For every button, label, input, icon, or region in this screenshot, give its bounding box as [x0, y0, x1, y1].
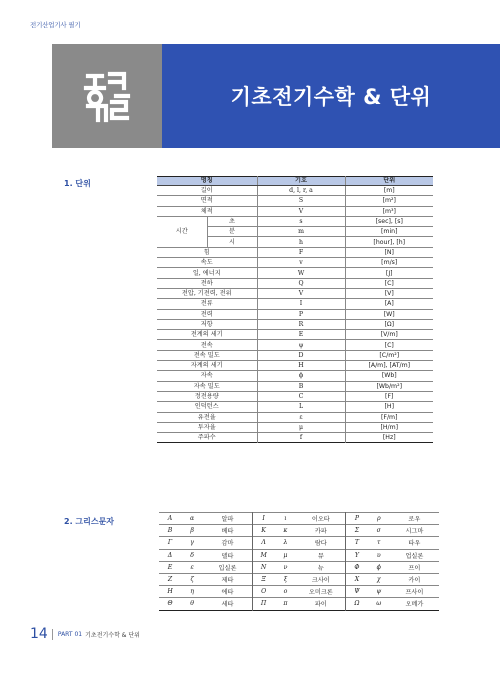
greek-uppercase: P [346, 513, 368, 525]
unit-value: [A/m], [AT/m] [345, 361, 433, 371]
book-label: 전기산업기사 필기 [30, 21, 81, 29]
page-number: 14 [30, 626, 48, 642]
unit-symbol: f [257, 433, 345, 443]
greek-lowercase: η [181, 586, 203, 598]
greek-lowercase: κ [274, 525, 296, 537]
unit-name: 체적 [157, 206, 257, 216]
unit-value: [V/m] [345, 330, 433, 340]
unit-value: [sec], [s] [345, 216, 433, 226]
unit-symbol: S [257, 196, 345, 206]
greek-uppercase: I [252, 513, 274, 525]
greek-uppercase: Φ [346, 561, 368, 573]
greek-uppercase: Γ [159, 537, 181, 549]
greek-uppercase: Δ [159, 549, 181, 561]
unit-value: [C/m²] [345, 350, 433, 360]
unit-value: [A] [345, 299, 433, 309]
greek-uppercase: B [159, 525, 181, 537]
units-table [157, 176, 433, 443]
greek-uppercase: Ψ [346, 586, 368, 598]
greek-lowercase: σ [368, 525, 390, 537]
greek-row [159, 549, 439, 561]
banner-title-area [162, 44, 500, 148]
part-title: 기초전기수학 & 단위 [85, 631, 140, 639]
part-label: PART 01 [57, 630, 83, 638]
greek-uppercase: Π [252, 598, 274, 610]
greek-name: 파이 [296, 598, 345, 610]
unit-value: [F] [345, 391, 433, 401]
greek-lowercase: β [181, 525, 203, 537]
section-title-greek: 2. 그리스문자 [64, 517, 115, 526]
unit-name: 정전용량 [157, 391, 257, 401]
table-row [157, 330, 433, 340]
unit-symbol: W [257, 268, 345, 278]
footer-divider [52, 629, 53, 640]
unit-name: 전속 [157, 340, 257, 350]
page-footer [30, 626, 140, 642]
greek-uppercase: Ω [346, 598, 368, 610]
greek-row [159, 513, 439, 525]
unit-value: [m³] [345, 206, 433, 216]
unit-name: 초 [207, 216, 257, 226]
unit-value: [m²] [345, 196, 433, 206]
greek-name: 감마 [203, 537, 252, 549]
greek-uppercase: E [159, 561, 181, 573]
unit-name: 전하 [157, 278, 257, 288]
greek-name: 베타 [203, 525, 252, 537]
greek-lowercase: ρ [368, 513, 390, 525]
greek-uppercase: Λ [252, 537, 274, 549]
table-row [157, 216, 433, 226]
table-row [157, 340, 433, 350]
unit-symbol: I [257, 299, 345, 309]
unit-symbol: μ [257, 422, 345, 432]
unit-name: 유전율 [157, 412, 257, 422]
unit-symbol: B [257, 381, 345, 391]
greek-name: 델타 [203, 549, 252, 561]
header-name: 명칭 [157, 177, 257, 186]
table-row [157, 319, 433, 329]
unit-symbol: E [257, 330, 345, 340]
unit-symbol: V [257, 206, 345, 216]
greek-lowercase: ϕ [368, 561, 390, 573]
greek-lowercase: γ [181, 537, 203, 549]
greek-name: 제타 [203, 573, 252, 585]
greek-uppercase: A [159, 513, 181, 525]
greek-uppercase: T [346, 537, 368, 549]
greek-row [159, 525, 439, 537]
unit-symbol: D [257, 350, 345, 360]
unit-value: [H/m] [345, 422, 433, 432]
unit-symbol: m [257, 227, 345, 237]
unit-name: 전속 밀도 [157, 350, 257, 360]
unit-value: [hour], [h] [345, 237, 433, 247]
greek-name: 이오타 [296, 513, 345, 525]
unit-name: 전계의 세기 [157, 330, 257, 340]
table-row [157, 371, 433, 381]
greek-lowercase: δ [181, 549, 203, 561]
table-row [157, 299, 433, 309]
unit-value: [H] [345, 402, 433, 412]
greek-lowercase: μ [274, 549, 296, 561]
greek-uppercase: K [252, 525, 274, 537]
unit-name: 전력 [157, 309, 257, 319]
greek-uppercase: O [252, 586, 274, 598]
table-row [157, 391, 433, 401]
unit-symbol: C [257, 391, 345, 401]
unit-value: [m] [345, 186, 433, 196]
greek-name: 로우 [390, 513, 439, 525]
table-row [157, 258, 433, 268]
greek-uppercase: Z [159, 573, 181, 585]
greek-lowercase: λ [274, 537, 296, 549]
table-row [157, 206, 433, 216]
table-row [157, 361, 433, 371]
unit-name: 주파수 [157, 433, 257, 443]
unit-symbol: F [257, 247, 345, 257]
unit-name: 전류 [157, 299, 257, 309]
greek-name: 뮤 [296, 549, 345, 561]
unit-name: 자계의 세기 [157, 361, 257, 371]
greek-lowercase: θ [181, 598, 203, 610]
greek-uppercase: Ξ [252, 573, 274, 585]
greek-table [159, 512, 439, 611]
greek-uppercase: M [252, 549, 274, 561]
unit-name: 힘 [157, 247, 257, 257]
section-title-units: 1. 단위 [64, 179, 91, 188]
greek-name: 크사이 [296, 573, 345, 585]
unit-value: [J] [345, 268, 433, 278]
unit-name: 시 [207, 237, 257, 247]
header-unit: 단위 [345, 177, 433, 186]
unit-symbol: ϕ [257, 371, 345, 381]
unit-name: 전압, 기전력, 전위 [157, 288, 257, 298]
table-row [157, 381, 433, 391]
greek-name: 뉴 [296, 561, 345, 573]
table-row [157, 278, 433, 288]
table-row [157, 350, 433, 360]
header-symbol: 기호 [257, 177, 345, 186]
unit-symbol: L [257, 402, 345, 412]
greek-lowercase: π [274, 598, 296, 610]
greek-uppercase: Θ [159, 598, 181, 610]
greek-name: 입실론 [203, 561, 252, 573]
unit-name: 자속 밀도 [157, 381, 257, 391]
greek-lowercase: ε [181, 561, 203, 573]
unit-value: [C] [345, 340, 433, 350]
chapter-banner [52, 44, 500, 148]
unit-value: [V] [345, 288, 433, 298]
greek-lowercase: υ [368, 549, 390, 561]
greek-uppercase: Υ [346, 549, 368, 561]
greek-row [159, 598, 439, 610]
greek-name: 프이 [390, 561, 439, 573]
greek-lowercase: ψ [368, 586, 390, 598]
unit-value: [N] [345, 247, 433, 257]
unit-value: [C] [345, 278, 433, 288]
greek-name: 세타 [203, 598, 252, 610]
greek-uppercase: N [252, 561, 274, 573]
greek-row [159, 537, 439, 549]
greek-name: 업실론 [390, 549, 439, 561]
greek-row [159, 561, 439, 573]
greek-name: 람다 [296, 537, 345, 549]
table-row [157, 186, 433, 196]
greek-name: 오미크론 [296, 586, 345, 598]
greek-uppercase: X [346, 573, 368, 585]
table-row [157, 412, 433, 422]
table-row [157, 402, 433, 412]
unit-symbol: s [257, 216, 345, 226]
table-row [157, 309, 433, 319]
unit-value: [Wb/m²] [345, 381, 433, 391]
unit-value: [Ω] [345, 319, 433, 329]
greek-name: 알파 [203, 513, 252, 525]
pass-logo-icon [80, 66, 134, 126]
units-header-row [157, 177, 433, 186]
unit-name: 분 [207, 227, 257, 237]
unit-value: [F/m] [345, 412, 433, 422]
unit-symbol: H [257, 361, 345, 371]
greek-lowercase: τ [368, 537, 390, 549]
unit-name: 길이 [157, 186, 257, 196]
time-group-label: 시간 [157, 216, 207, 247]
table-row [157, 422, 433, 432]
greek-lowercase: χ [368, 573, 390, 585]
greek-row [159, 586, 439, 598]
greek-uppercase: Σ [346, 525, 368, 537]
unit-symbol: ψ [257, 340, 345, 350]
unit-symbol: h [257, 237, 345, 247]
table-row [157, 268, 433, 278]
table-row [157, 247, 433, 257]
unit-value: [m/s] [345, 258, 433, 268]
unit-symbol: P [257, 309, 345, 319]
unit-symbol: R [257, 319, 345, 329]
table-row [157, 433, 433, 443]
unit-name: 인덕턴스 [157, 402, 257, 412]
greek-name: 타우 [390, 537, 439, 549]
greek-lowercase: ι [274, 513, 296, 525]
table-row [157, 196, 433, 206]
greek-name: 시그마 [390, 525, 439, 537]
unit-symbol: ε [257, 412, 345, 422]
unit-name: 저항 [157, 319, 257, 329]
unit-value: [Hz] [345, 433, 433, 443]
unit-name: 투자율 [157, 422, 257, 432]
unit-symbol: Q [257, 278, 345, 288]
unit-value: [W] [345, 309, 433, 319]
greek-name: 카파 [296, 525, 345, 537]
unit-symbol: d, l, r, a [257, 186, 345, 196]
greek-lowercase: α [181, 513, 203, 525]
greek-name: 에타 [203, 586, 252, 598]
unit-symbol: v [257, 258, 345, 268]
unit-value: [min] [345, 227, 433, 237]
unit-name: 면적 [157, 196, 257, 206]
greek-lowercase: ζ [181, 573, 203, 585]
greek-lowercase: ν [274, 561, 296, 573]
greek-name: 프사이 [390, 586, 439, 598]
greek-name: 카이 [390, 573, 439, 585]
greek-lowercase: ξ [274, 573, 296, 585]
greek-uppercase: H [159, 586, 181, 598]
greek-lowercase: ο [274, 586, 296, 598]
unit-name: 속도 [157, 258, 257, 268]
greek-lowercase: ω [368, 598, 390, 610]
unit-symbol: V [257, 288, 345, 298]
pass-logo [52, 44, 162, 148]
chapter-title: 기초전기수학 & 단위 [230, 85, 432, 109]
unit-name: 일, 에너지 [157, 268, 257, 278]
greek-name: 오메가 [390, 598, 439, 610]
greek-row [159, 573, 439, 585]
unit-value: [Wb] [345, 371, 433, 381]
table-row [157, 288, 433, 298]
unit-name: 자속 [157, 371, 257, 381]
